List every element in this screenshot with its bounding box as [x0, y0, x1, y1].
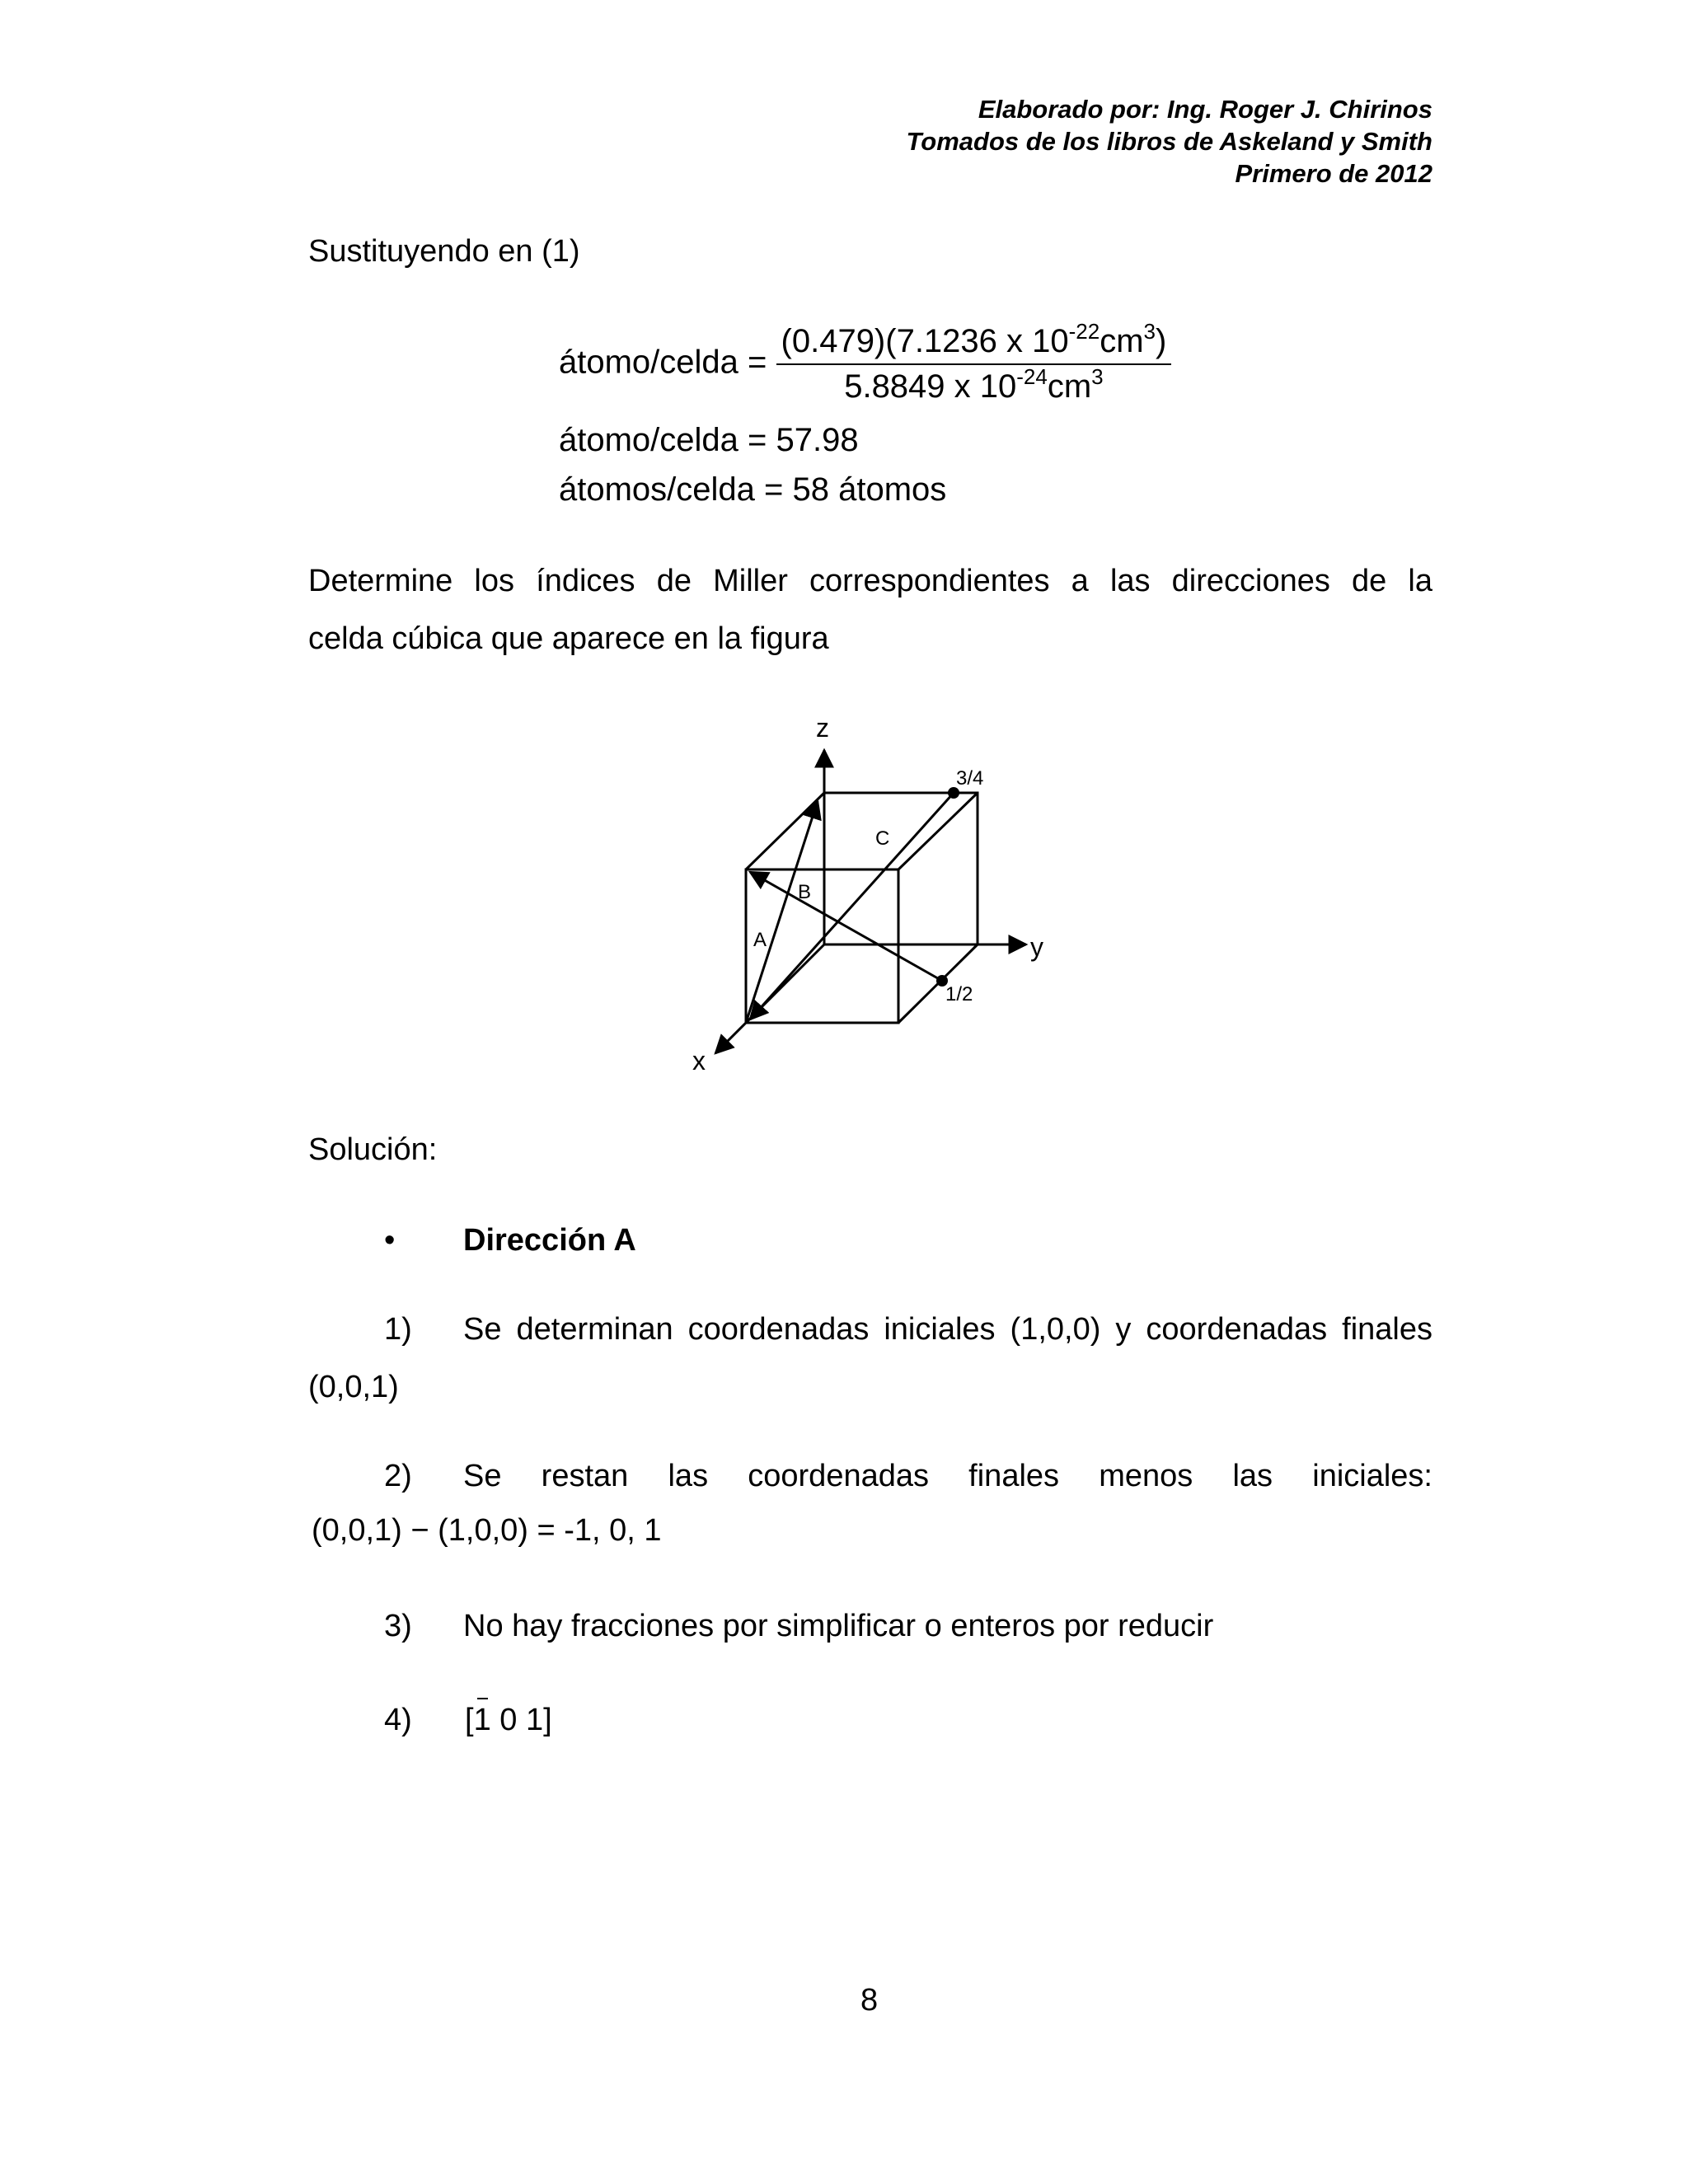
- den-exponent-1: -24: [1016, 364, 1048, 389]
- step-4-number: 4): [384, 1703, 412, 1737]
- miller-negative-one: 1: [473, 1703, 491, 1737]
- direction-a-heading: Dirección A: [463, 1223, 636, 1258]
- equation-lhs: átomo/celda =: [559, 344, 767, 381]
- miller-rest: 0 1]: [490, 1703, 552, 1737]
- fraction: [776, 319, 1172, 405]
- page-number: 8: [860, 1983, 879, 2018]
- intro-text: Sustituyendo en (1): [308, 234, 580, 269]
- label-one-half: 1/2: [945, 983, 973, 1005]
- step-3-number: 3): [384, 1609, 412, 1643]
- miller-open-bracket: [: [465, 1703, 474, 1737]
- step-1-number: 1): [384, 1312, 412, 1347]
- den-part-a: 5.8849 x 10: [844, 368, 1017, 405]
- label-c: C: [875, 827, 890, 850]
- direction-b-vector: [750, 872, 942, 981]
- step-3-text: No hay fracciones por simplificar o enteros por reducir: [463, 1609, 1214, 1643]
- num-part-b: cm: [1100, 323, 1144, 359]
- label-b: B: [798, 881, 812, 903]
- problem-line-2: celda cúbica que aparece en la figura: [308, 621, 829, 656]
- cubic-cell-figure: [676, 701, 1071, 1088]
- header-date: Primero de 2012: [1235, 159, 1432, 188]
- fraction-denominator: [776, 365, 1172, 405]
- direction-c-vector: [750, 793, 954, 1019]
- cube-edge-top-right: [898, 793, 978, 869]
- label-three-quarters: 3/4: [956, 767, 984, 790]
- step-2-continuation: (0,0,1) − (1,0,0) = -1, 0, 1: [312, 1513, 662, 1548]
- den-part-b: cm: [1047, 368, 1092, 405]
- problem-line-1: Determine los índices de Miller correspondientes a las direcciones de la: [308, 564, 1432, 598]
- cube-edge-top-left: [746, 793, 824, 869]
- den-exponent-2: 3: [1091, 364, 1104, 389]
- miller-index: [465, 1701, 552, 1739]
- label-y: y: [1030, 932, 1043, 962]
- step-2-number: 2): [384, 1459, 412, 1493]
- fraction-numerator: [776, 319, 1172, 365]
- step-2-text: Se restan las coordenadas finales menos las iniciales:: [463, 1459, 1432, 1493]
- num-exponent-1: -22: [1068, 319, 1100, 344]
- header-source: Tomados de los libros de Askeland y Smith: [906, 127, 1432, 156]
- num-part-a: (0.479)(7.1236 x 10: [781, 323, 1069, 359]
- header-author: Elaborado por: Ing. Roger J. Chirinos: [978, 95, 1432, 124]
- label-x: x: [692, 1046, 706, 1076]
- equation-fraction: [559, 319, 1171, 405]
- label-z: z: [816, 713, 829, 743]
- num-part-c: ): [1156, 323, 1167, 359]
- label-a: A: [753, 929, 767, 951]
- equation-atoms: átomos/celda = 58 átomos: [559, 471, 947, 508]
- num-exponent-2: 3: [1143, 319, 1156, 344]
- bullet: •: [384, 1223, 396, 1258]
- step-1-continuation: (0,0,1): [308, 1370, 399, 1404]
- equation-result: átomo/celda = 57.98: [559, 422, 859, 458]
- step-1-text: Se determinan coordenadas iniciales (1,0,0) y coordenadas finales: [463, 1312, 1432, 1347]
- solution-title: Solución:: [308, 1132, 438, 1167]
